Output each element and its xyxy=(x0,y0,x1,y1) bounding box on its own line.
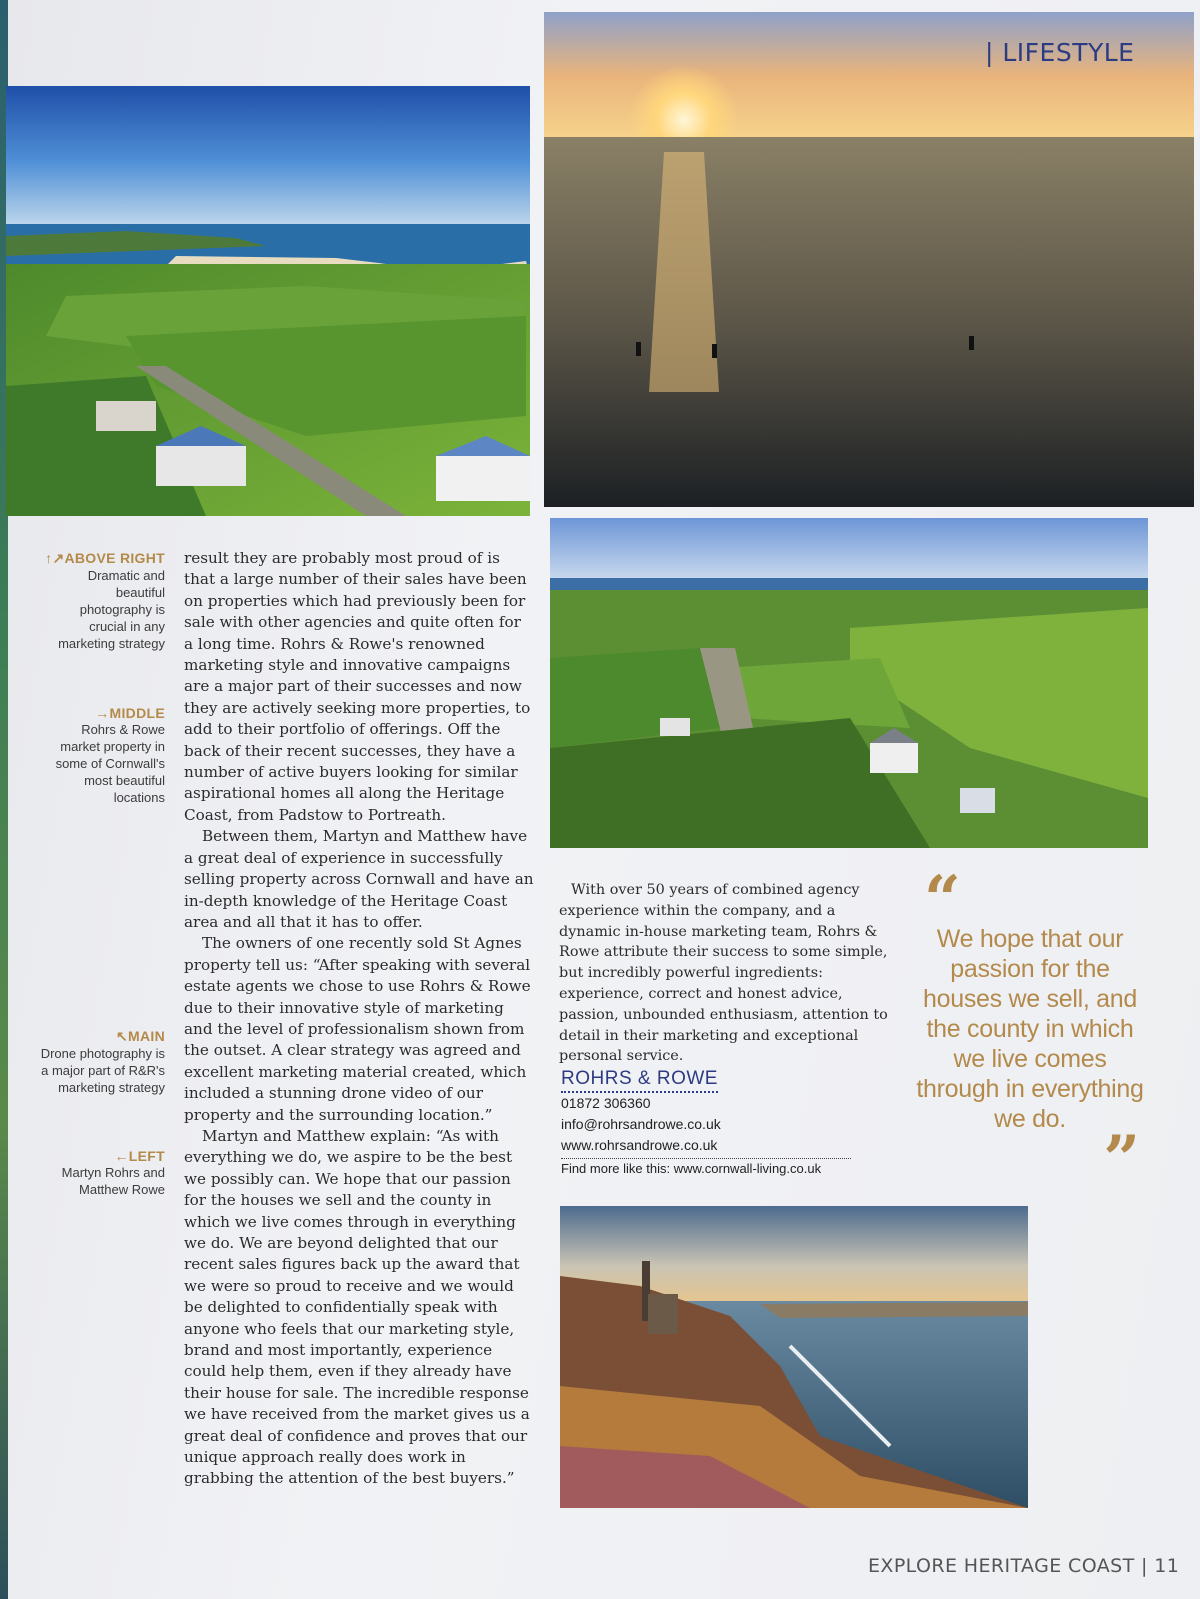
contact-email[interactable]: info@rohrsandrowe.co.uk xyxy=(561,1116,721,1132)
caption-text: Martyn Rohrs and Matthew Rowe xyxy=(61,1165,165,1197)
pull-quote xyxy=(912,862,1148,1197)
section-label-lifestyle: | LIFESTYLE xyxy=(985,38,1135,67)
brand-name: ROHRS & ROWE xyxy=(561,1068,718,1093)
caption-left xyxy=(40,1148,165,1198)
caption-text: Rohrs & Rowe market property in some of Cornwall's most beautiful locations xyxy=(55,722,165,805)
caption-text: Drone photography is a major part of R&R's marketing strategy xyxy=(40,1046,165,1095)
contact-website[interactable]: www.rohrsandrowe.co.uk xyxy=(561,1137,718,1153)
photo-cliff-engine-house xyxy=(560,1206,1028,1508)
article-paragraph: Martyn and Matthew explain: “As with everything we do, we aspire to be the best we possibly can. We hope that our passion for the houses we sell and the county in which we live comes through in everything we do. We are beyond delighted that our recent sales figures back up the award that we were so proud to receive and we would be delighted to confidentially speak with anyone who feels that our marketing style, brand and most importantly, experience could help them, even if they already have their house for sale. The incredible response we have received from the market gives us a great deal of confidence and proves that our unique approach really does work in grabbing the attention of the best buyers.” xyxy=(184,1126,530,1488)
contact-phone: 01872 306360 xyxy=(561,1095,651,1111)
caption-heading: ↖MAIN xyxy=(115,1028,165,1044)
photo-sunset-surfers xyxy=(544,12,1194,507)
caption-main xyxy=(40,1028,165,1096)
article-body xyxy=(184,548,534,1490)
article-paragraph: The owners of one recently sold St Agnes property tell us: “After speaking with several estate agents we chose to use Rohrs & Rowe due to their innovative style of marketing and the level of professionalism shown from the outset. A clear strategy was agreed and excellent marketing material created, which included a stunning drone video of our property and the surrounding location.” xyxy=(184,934,531,1124)
caption-heading: ←LEFT xyxy=(114,1148,165,1164)
photo-aerial-farmland xyxy=(550,518,1148,848)
page-footer: EXPLORE HERITAGE COAST | 11 xyxy=(868,1555,1180,1577)
article-paragraph: Between them, Martyn and Matthew have a great deal of experience in successfully selling property across Cornwall and have an in-depth knowledge of the Heritage Coast area and all that it has to offer. xyxy=(184,827,534,931)
open-quote-mark: “ xyxy=(924,862,961,937)
article-paragraph: result they are probably most proud of is that a large number of their sales have been on properties which had previously been for sale with other agencies and quite often for a long time. Rohrs & Rowe's renowned marketing style and innovative campaigns are a major part of their successes and now they are actively seeking more properties, to add to their portfolio of offerings. Off the back of their recent successes, they have a number of active buyers looking for similar aspirational homes all along the Heritage Coast, from Padstow to Portreath. xyxy=(184,549,531,824)
pull-quote-text: We hope that our passion for the houses we sell, and the county in which we live comes through in everything we do. xyxy=(916,925,1144,1133)
caption-text: Dramatic and beautiful photography is crucial in any marketing strategy xyxy=(58,568,165,651)
caption-above-right xyxy=(40,550,165,652)
caption-middle xyxy=(40,705,165,806)
close-quote-mark: ” xyxy=(1103,1122,1140,1197)
article-sidebar-text xyxy=(559,880,899,1067)
article-paragraph: With over 50 years of combined agency experience within the company, and a dynamic in-house marketing team, Rohrs & Rowe attribute their success to some simple, but incredibly powerful ingredients: experience, correct and honest advice, passion, unbounded enthusiasm, attention to detail in their marketing and exceptional personal service. xyxy=(559,882,888,1065)
photo-aerial-coast-village xyxy=(6,86,530,516)
caption-heading: ↑↗ABOVE RIGHT xyxy=(45,550,165,566)
find-more-link[interactable]: Find more like this: www.cornwall-living.co.uk xyxy=(561,1158,851,1178)
caption-heading: →MIDDLE xyxy=(95,705,165,721)
contact-details xyxy=(561,1068,851,1178)
